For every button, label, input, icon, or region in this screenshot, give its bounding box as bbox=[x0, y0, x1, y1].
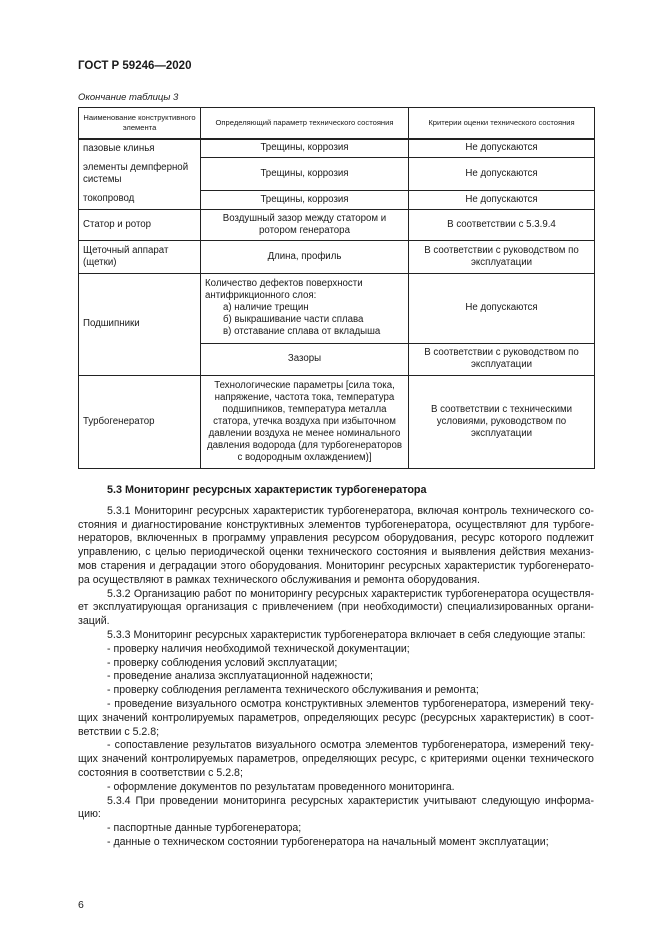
word: информа- bbox=[545, 794, 594, 807]
criteria-cell: Не допускаются bbox=[409, 273, 595, 343]
line-text: ветствии с 5.2.8; bbox=[78, 725, 160, 738]
element-cell: элементы демпферной системы bbox=[79, 157, 201, 190]
line-text: - оформление документов по результатам проведенного мониторинга. bbox=[107, 780, 455, 793]
word: для bbox=[530, 518, 549, 531]
line-text: 5.3.3 Мониторинг ресурсных характеристик турбогенератора включает в себя следующие этапы: bbox=[107, 628, 586, 641]
word: измерений bbox=[512, 697, 566, 710]
paragraph-line bbox=[78, 574, 594, 588]
paragraph-line bbox=[78, 519, 594, 533]
parameter-cell: Трещины, коррозия bbox=[201, 139, 409, 157]
line-text: цию: bbox=[78, 808, 101, 821]
word: ресурсных bbox=[290, 794, 343, 807]
word: управления bbox=[270, 532, 328, 545]
column-header: Критерии оценки технического состояния bbox=[409, 108, 595, 140]
word: Мониторинг bbox=[325, 559, 385, 572]
paragraph-line bbox=[78, 698, 594, 712]
word: контроль bbox=[462, 504, 508, 517]
word: турбогенератора, bbox=[364, 518, 452, 531]
word: диагностирование bbox=[131, 518, 223, 531]
paragraph-line bbox=[78, 712, 594, 726]
word: деградации bbox=[159, 559, 217, 572]
table-caption: Окончание таблицы 3 bbox=[78, 92, 179, 103]
element-cell: Статор и ротор bbox=[79, 209, 201, 240]
section-paragraphs bbox=[78, 505, 594, 850]
column-header: Определяющий параметр технического состояния bbox=[201, 108, 409, 140]
line-text: - данные о техническом состоянии турбогенератора на начальный момент эксплуатации; bbox=[107, 835, 549, 848]
element-cell: пазовые клинья bbox=[79, 139, 201, 157]
line-text: ра осуществляют в рамках технического обслуживания и ремонта оборудования. bbox=[78, 573, 480, 586]
paragraph-line bbox=[78, 767, 594, 781]
word: осуществляют bbox=[455, 518, 527, 531]
line-text: - проверку наличия необходимой технической документации; bbox=[107, 642, 410, 655]
word: турбогенератора, bbox=[327, 504, 414, 517]
word: оценки bbox=[491, 753, 526, 766]
word: мов bbox=[78, 559, 97, 572]
section-body bbox=[78, 484, 594, 850]
word: следующую bbox=[481, 794, 541, 807]
word: технического bbox=[529, 753, 594, 766]
parameter-cell: Воздушный зазор между статором и ротором генератора bbox=[201, 209, 409, 240]
paragraph-line bbox=[78, 532, 594, 546]
word: элементов bbox=[308, 518, 361, 531]
word: и bbox=[149, 559, 156, 572]
word: действия bbox=[499, 546, 546, 559]
word: 5.3.1 bbox=[107, 504, 131, 517]
paragraph-line bbox=[78, 781, 594, 795]
paragraph-line bbox=[78, 753, 594, 767]
word: ресурсных bbox=[196, 504, 250, 517]
paragraph-line bbox=[78, 836, 594, 850]
word: характеристик bbox=[347, 794, 419, 807]
paragraph-line bbox=[78, 795, 594, 809]
criteria-cell: В соответствии с 5.3.9.4 bbox=[409, 209, 595, 240]
word: характеристик bbox=[371, 587, 443, 600]
word: измерений bbox=[512, 739, 566, 752]
word: механиз- bbox=[549, 546, 594, 559]
word: параметров, bbox=[238, 711, 300, 724]
word: оборудования. bbox=[249, 559, 323, 572]
word: управлению, bbox=[78, 546, 141, 559]
word: ет bbox=[78, 601, 89, 614]
word: мониторинга bbox=[223, 794, 286, 807]
word: турбогенератора bbox=[445, 587, 529, 600]
word: проведении bbox=[159, 794, 219, 807]
parameter-item: а) наличие трещин bbox=[223, 302, 309, 313]
word: (при bbox=[337, 601, 359, 614]
criteria-table bbox=[78, 107, 595, 469]
criteria-cell: В соответствии с руководством по эксплуатации bbox=[409, 240, 595, 273]
table-row bbox=[79, 139, 595, 157]
paragraph-line bbox=[78, 643, 594, 657]
word: значений bbox=[102, 711, 148, 724]
parameter-cell bbox=[201, 273, 409, 343]
line-text: - проверку соблюдения регламента технического обслуживания и ремонта; bbox=[107, 684, 479, 697]
word: работ bbox=[203, 587, 232, 600]
parameter-cell: Трещины, коррозия bbox=[201, 157, 409, 190]
word: ресурсных bbox=[315, 587, 369, 600]
word: состояния bbox=[376, 546, 427, 559]
table-header-row bbox=[79, 108, 595, 140]
line-text: - паспортные данные турбогенератора; bbox=[107, 822, 302, 835]
criteria-cell: В соответствии с руководством по эксплуатации bbox=[409, 343, 595, 375]
table-row bbox=[79, 209, 595, 240]
paragraph-line bbox=[78, 505, 594, 519]
word: контролируемых bbox=[151, 711, 234, 724]
document-code: ГОСТ Р 59246—2020 bbox=[78, 60, 192, 72]
word: - bbox=[107, 697, 111, 710]
word: подлежит bbox=[546, 532, 594, 545]
word: органи- bbox=[557, 601, 594, 614]
word: Мониторинг bbox=[134, 504, 194, 517]
parameter-text: Количество дефектов поверхности антифрикционного слоя: bbox=[205, 278, 363, 301]
word: (ресурсных bbox=[420, 711, 477, 724]
paragraph-line bbox=[78, 615, 594, 629]
parameter-cell: Технологические параметры [сила тока, напряжение, частота тока, температура подшипников, температура металла статора, утечка воздуха при избыточном давлении воздуха не менее номинального давления водорода (для турбогенераторов с водородным охлаждением)] bbox=[201, 375, 409, 468]
word: осмотра bbox=[240, 697, 282, 710]
word: программу bbox=[212, 532, 266, 545]
word: определяющих bbox=[303, 711, 379, 724]
word: целью bbox=[154, 546, 187, 559]
parameter-cell: Трещины, коррозия bbox=[201, 190, 409, 209]
word: выявления bbox=[441, 546, 496, 559]
paragraph-line bbox=[78, 822, 594, 836]
element-cell: Турбогенератор bbox=[79, 375, 201, 468]
word: результатов bbox=[192, 739, 252, 752]
word: При bbox=[135, 794, 155, 807]
word: элементов bbox=[365, 739, 418, 752]
word: ресурс bbox=[461, 532, 495, 545]
word: и bbox=[431, 546, 438, 559]
paragraph-line bbox=[78, 629, 594, 643]
word: осуществля- bbox=[532, 587, 594, 600]
word: турбогенератора, bbox=[421, 739, 509, 752]
parameter-item: б) выкрашивание части сплава bbox=[223, 314, 364, 325]
table-row bbox=[79, 273, 595, 343]
word: стояния bbox=[78, 518, 118, 531]
criteria-cell: Не допускаются bbox=[409, 139, 595, 157]
word: ресурсных bbox=[388, 559, 441, 572]
parameter-item: в) отставание сплава от вкладыша bbox=[223, 326, 381, 337]
word: теку- bbox=[569, 739, 594, 752]
paragraph-line bbox=[78, 739, 594, 753]
word: с bbox=[145, 546, 151, 559]
word: характеристик) bbox=[480, 711, 555, 724]
word: визуального bbox=[176, 697, 237, 710]
word: конструктивных bbox=[226, 518, 304, 531]
word: с bbox=[252, 601, 258, 614]
word: осмотра bbox=[320, 739, 362, 752]
word: параметров, bbox=[236, 753, 299, 766]
word: технического bbox=[510, 504, 576, 517]
page-number: 6 bbox=[78, 899, 84, 911]
word: теку- bbox=[569, 697, 594, 710]
paragraph-line bbox=[78, 588, 594, 602]
word: привлечением bbox=[262, 601, 334, 614]
word: элементов bbox=[366, 697, 419, 710]
paragraph-line bbox=[78, 601, 594, 615]
word: ресурс, bbox=[380, 753, 418, 766]
word: турбогенератора, bbox=[422, 697, 509, 710]
word: определяющих bbox=[302, 753, 377, 766]
column-header: Наименование конструктивного элемента bbox=[79, 108, 201, 140]
word: контролируемых bbox=[151, 753, 234, 766]
word: периодической bbox=[190, 546, 265, 559]
word: значений bbox=[101, 753, 148, 766]
word: 5.3.2 bbox=[107, 587, 131, 600]
table-row bbox=[79, 375, 595, 468]
word: турбоге- bbox=[552, 518, 594, 531]
line-text: состояния в соответствии с 5.2.8; bbox=[78, 766, 243, 779]
word: ресурс bbox=[382, 711, 417, 724]
word: оборудования, bbox=[384, 532, 457, 545]
word: учитывают bbox=[423, 794, 477, 807]
word: и bbox=[121, 518, 128, 531]
criteria-cell: В соответствии с техническими условиями, руководством по эксплуатации bbox=[409, 375, 595, 468]
line-text: - проверку соблюдения условий эксплуатации; bbox=[107, 656, 338, 669]
word: этого bbox=[220, 559, 246, 572]
criteria-cell: Не допускаются bbox=[409, 157, 595, 190]
paragraph-line bbox=[78, 560, 594, 574]
table-row bbox=[79, 157, 595, 190]
word: необходимости) bbox=[363, 601, 443, 614]
word: щих bbox=[78, 753, 98, 766]
criteria-cell: Не допускаются bbox=[409, 190, 595, 209]
word: по bbox=[235, 587, 247, 600]
word: характеристик bbox=[252, 504, 324, 517]
paragraph-line bbox=[78, 546, 594, 560]
line-text: - проведение анализа эксплуатационной надежности; bbox=[107, 670, 373, 683]
parameter-cell: Длина, профиль bbox=[201, 240, 409, 273]
paragraph-line bbox=[78, 657, 594, 671]
word: мониторингу bbox=[250, 587, 313, 600]
parameter-cell: Зазоры bbox=[201, 343, 409, 375]
word: турбогенерато- bbox=[518, 559, 594, 572]
element-cell: токопровод bbox=[79, 190, 201, 209]
paragraph-line bbox=[78, 808, 594, 822]
word: с bbox=[420, 753, 427, 766]
table-row bbox=[79, 190, 595, 209]
word: сопоставление bbox=[114, 739, 189, 752]
word: оценки bbox=[269, 546, 304, 559]
word: Организацию bbox=[133, 587, 201, 600]
line-text: заций. bbox=[78, 615, 110, 628]
word: специализированных bbox=[447, 601, 553, 614]
word: характеристик bbox=[444, 559, 516, 572]
word: в bbox=[558, 711, 565, 724]
element-cell: Щеточный аппарат (щетки) bbox=[79, 240, 201, 273]
paragraph-line bbox=[78, 726, 594, 740]
paragraph-line bbox=[78, 670, 594, 684]
word: ресурсом bbox=[332, 532, 380, 545]
table-row bbox=[79, 240, 595, 273]
word: включая bbox=[417, 504, 459, 517]
word: эксплуатирующая bbox=[93, 601, 182, 614]
word: 5.3.4 bbox=[107, 794, 131, 807]
paragraph-line bbox=[78, 684, 594, 698]
word: включенных bbox=[136, 532, 198, 545]
word: старения bbox=[100, 559, 146, 572]
word: со- bbox=[579, 504, 594, 517]
section-heading: 5.3 Мониторинг ресурсных характеристик турбогенератора bbox=[107, 484, 427, 496]
word: конструктивных bbox=[285, 697, 363, 710]
word: организация bbox=[186, 601, 248, 614]
word: которого bbox=[499, 532, 542, 545]
word: - bbox=[107, 739, 111, 752]
word: технического bbox=[307, 546, 373, 559]
word: проведение bbox=[114, 697, 173, 710]
word: щих bbox=[78, 711, 98, 724]
word: в bbox=[202, 532, 208, 545]
word: критериями bbox=[429, 753, 488, 766]
word: визуального bbox=[255, 739, 317, 752]
element-cell: Подшипники bbox=[79, 273, 201, 375]
word: соот- bbox=[568, 711, 594, 724]
word: нераторов, bbox=[78, 532, 133, 545]
